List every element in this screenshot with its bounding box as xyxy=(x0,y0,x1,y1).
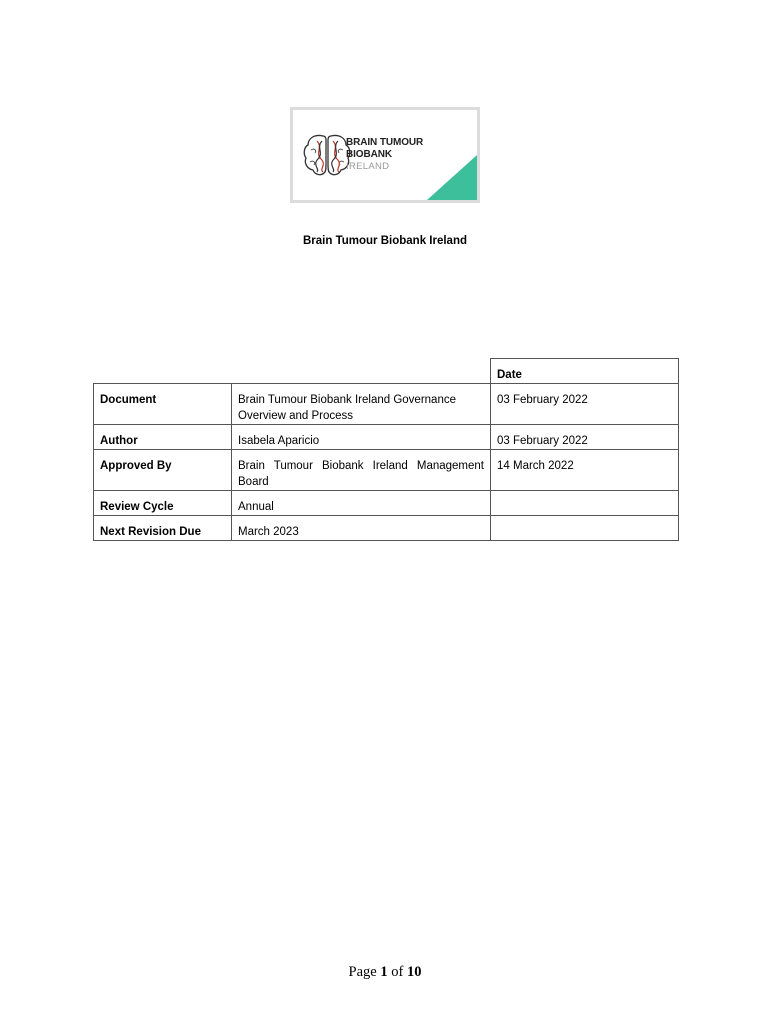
row-date xyxy=(491,491,679,516)
of-word: of xyxy=(391,964,404,980)
logo-line-3: IRELAND xyxy=(346,161,390,172)
table-row xyxy=(94,450,679,491)
row-date: 03 February 2022 xyxy=(491,384,679,425)
table-row xyxy=(94,516,679,541)
row-date: 14 March 2022 xyxy=(491,450,679,491)
current-page-number: 1 xyxy=(380,964,388,980)
date-header: Date xyxy=(491,359,679,384)
row-value: Isabela Aparicio xyxy=(232,425,491,450)
table-row xyxy=(94,384,679,425)
row-date xyxy=(491,516,679,541)
page-footer xyxy=(0,964,770,981)
page-word: Page xyxy=(348,964,377,980)
accent-triangle xyxy=(427,155,477,200)
logo xyxy=(290,107,480,203)
row-label: Review Cycle xyxy=(94,491,232,516)
row-value: Brain Tumour Biobank Ireland Governance Overview and Process xyxy=(232,384,491,425)
row-value: March 2023 xyxy=(232,516,491,541)
table-row xyxy=(94,425,679,450)
empty-header-cell xyxy=(94,359,232,384)
total-pages-number: 10 xyxy=(406,964,422,980)
table-header-row xyxy=(94,359,679,384)
row-value: Brain Tumour Biobank Ireland Management Board xyxy=(232,450,491,491)
logo-text xyxy=(346,137,423,173)
row-date: 03 February 2022 xyxy=(491,425,679,450)
row-label: Next Revision Due xyxy=(94,516,232,541)
row-value: Annual xyxy=(232,491,491,516)
empty-header-cell xyxy=(232,359,491,384)
row-label: Approved By xyxy=(94,450,232,491)
document-info-table xyxy=(93,358,679,541)
table-row xyxy=(94,491,679,516)
row-label: Document xyxy=(94,384,232,425)
row-label: Author xyxy=(94,425,232,450)
logo-line-2: BIOBANK xyxy=(346,149,392,160)
logo-line-1: BRAIN TUMOUR xyxy=(346,137,424,148)
document-title: Brain Tumour Biobank Ireland xyxy=(303,235,467,247)
